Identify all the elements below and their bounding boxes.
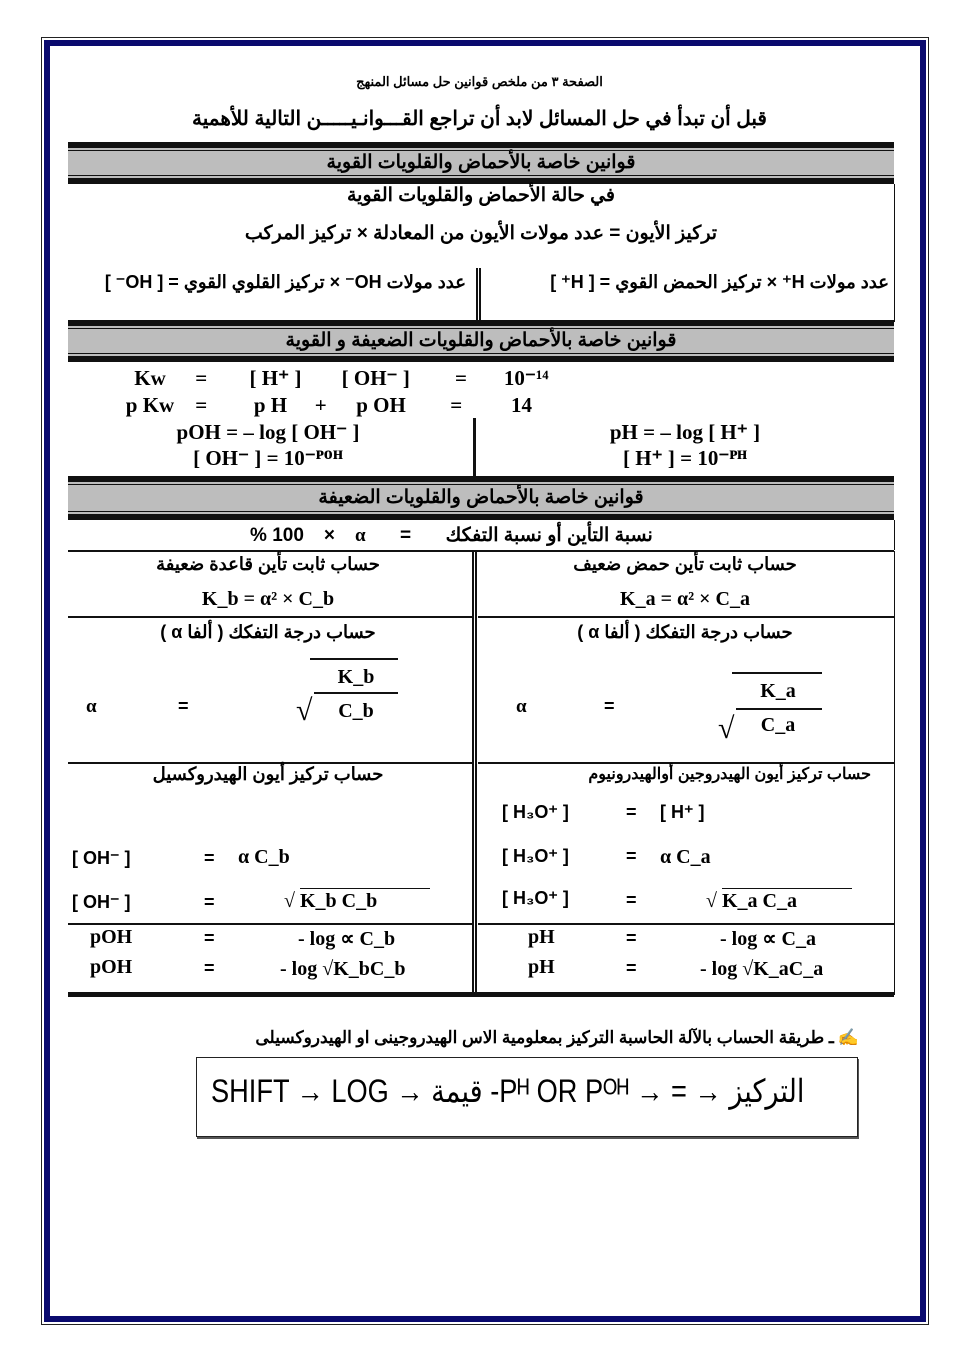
h-row-eq: = <box>626 890 637 910</box>
poh-row-eq: = <box>204 928 215 948</box>
writing-hand-icon: ✍ <box>837 1028 859 1047</box>
h-row-lhs: [ H₃O⁺ ] <box>502 846 569 866</box>
divider <box>894 520 895 550</box>
poh-row-rhs: - log ∝ C_b <box>298 928 396 950</box>
alpha-symbol: α <box>516 696 527 717</box>
divider <box>476 268 481 322</box>
divider <box>473 418 476 478</box>
pkw-equation: p Kw = p H + p OH = 14 <box>125 393 532 417</box>
sqrt-kb-over-cb: √ K_b C_b <box>296 656 406 728</box>
subheading-strong: في حالة الأحماض والقلويات القوية <box>346 185 616 206</box>
poh-row-lhs: pOH <box>90 926 133 948</box>
ph-row-eq: = <box>626 928 637 948</box>
page-title: قبل أن تبدأ في حل المسائل لابد أن تراجع القـــوانـيـــــن التالية للأهمية <box>192 108 767 130</box>
ph-row-rhs: - log ∝ C_a <box>720 928 816 950</box>
section-heading-strong: قوانين خاصة بالأحماض والقلويات القوية <box>68 142 894 184</box>
oh-row-rhs: √ K_b C_b <box>284 890 378 912</box>
ion-concentration-rule: تركيز الأيون = عدد مولات الأيون من المعادلة × تركيز المركب <box>244 223 718 244</box>
h-row-rhs: √ K_a C_a <box>706 890 797 912</box>
ph-row-rhs: - log √K_aC_a <box>700 958 824 980</box>
strong-base-rule: عدد مولات OH⁻ × تركيز القلوي القوي = [ OH⁻ ] <box>104 272 466 292</box>
calculator-steps-box <box>196 1057 858 1137</box>
divider <box>478 923 894 925</box>
divider <box>68 616 472 618</box>
sqrt-ka-over-ca: √ K_a C_a <box>718 670 828 746</box>
h-title: حساب تركيز أيون الهيدروجين أوالهيدرونيوم <box>588 766 871 783</box>
equals-sign: = <box>178 696 189 716</box>
oh-row-rhs: α C_b <box>238 846 290 868</box>
radical-icon: √ <box>296 694 313 727</box>
divider <box>68 550 894 552</box>
oh-row-eq: = <box>204 848 215 868</box>
ka-formula: K_a = α² × C_a <box>620 588 750 610</box>
h-from-ph-formula: [ H⁺ ] = 10⁻ᴾᴴ <box>623 446 747 470</box>
ph-row-eq: = <box>626 958 637 978</box>
ph-row-lhs: pH <box>528 956 555 978</box>
h-row-rhs: α C_a <box>660 846 711 868</box>
oh-title: حساب تركيز أيون الهيدروكسيل <box>152 764 384 784</box>
ph-log-formula: pH = – log [ H⁺ ] <box>609 420 761 444</box>
strong-acid-rule: عدد مولات H⁺ × تركيز الحمض القوي = [ H⁺ ] <box>550 272 889 292</box>
alpha-title-base: حساب درجة التفكك ( ألفا α ) <box>160 622 376 642</box>
h-row-eq: = <box>626 846 637 866</box>
h-row-rhs: [ H⁺ ] <box>660 802 705 822</box>
calculator-method-title: ✍ ـ طريقة الحساب بالآلة الحاسبة التركيز بمعلومية الاس الهيدروجينى او الهيدروكسيلى <box>255 1028 859 1047</box>
page-note: الصفحة ٣ من ملخص قوانين حل مسائل المنهج <box>356 74 603 89</box>
table-bottom-border <box>68 992 894 997</box>
calculator-steps: SHIFT → LOG → قيمة -Pᴴ OR Pᴼᴴ → = → التركيز <box>211 1073 805 1109</box>
poh-row-rhs: - log √K_bC_b <box>280 958 406 980</box>
divider <box>894 551 895 995</box>
alpha-title-acid: حساب درجة التفكك ( ألفا α ) <box>577 622 793 642</box>
equals-sign: = <box>604 696 615 716</box>
ionization-percent-formula: نسبة التأين أو نسبة التفكك = α × 100 % <box>250 524 653 546</box>
radical-icon: √ <box>718 712 735 745</box>
oh-from-poh-formula: [ OH⁻ ] = 10⁻ᴾᴼᴴ <box>193 446 343 470</box>
alpha-symbol: α <box>86 696 97 717</box>
oh-row-eq: = <box>204 892 215 912</box>
h-row-eq: = <box>626 802 637 822</box>
divider <box>478 616 894 618</box>
poh-row-lhs: pOH <box>90 956 133 978</box>
section-heading-both: قوانين خاصة بالأحماض والقلويات الضعيفة و القوية <box>68 320 894 362</box>
h-row-lhs: [ H₃O⁺ ] <box>502 888 569 908</box>
section-heading-weak: قوانين خاصة بالأحماض والقلويات الضعيفة <box>68 476 894 520</box>
oh-row-lhs: [ OH⁻ ] <box>72 892 131 912</box>
ph-row-lhs: pH <box>528 926 555 948</box>
oh-row-lhs: [ OH⁻ ] <box>72 848 131 868</box>
divider <box>472 551 477 995</box>
ka-title: حساب ثابت تأين حمض ضعيف <box>573 554 797 574</box>
poh-log-formula: pOH = – log [ OH⁻ ] <box>176 420 360 444</box>
h-row-lhs: [ H₃O⁺ ] <box>502 802 569 822</box>
poh-row-eq: = <box>204 958 215 978</box>
divider <box>894 184 895 322</box>
kb-formula: K_b = α² × C_b <box>201 588 335 610</box>
kb-title: حساب ثابت تأين قاعدة ضعيفة <box>156 554 380 574</box>
kw-equation: Kw = [ H⁺ ] [ OH⁻ ] = 10⁻¹⁴ <box>134 366 549 390</box>
divider <box>68 923 472 925</box>
